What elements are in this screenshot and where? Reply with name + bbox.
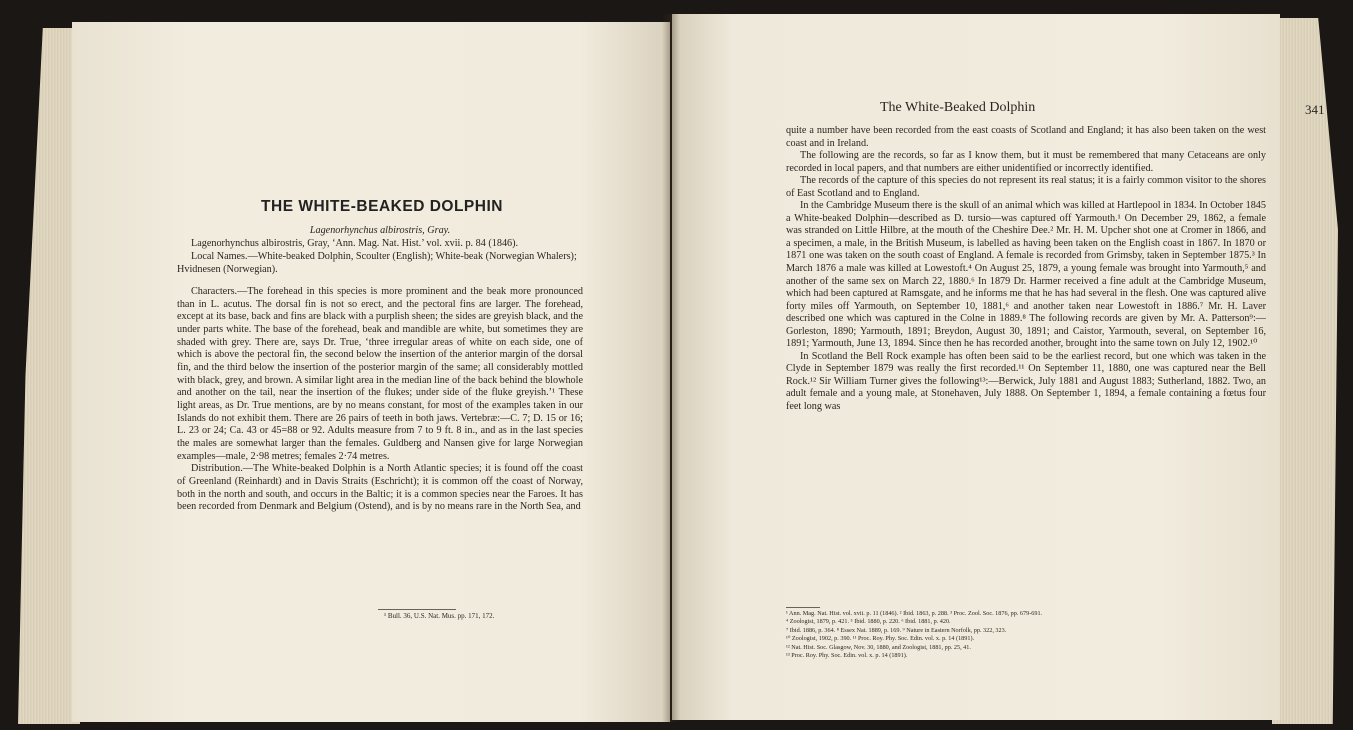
left-page-edges [18, 28, 80, 724]
species-name: Lagenorhynchus albirostris, Gray. [309, 225, 451, 236]
footnote-line: ¹³ Proc. Roy. Phy. Soc. Edin. vol. x. p. 14 (1891). [786, 652, 908, 660]
footnote-line: ¹⁰ Zoologist, 1902, p. 390. ¹¹ Proc. Roy. Phy. Soc. Edin. vol. x. p. 14 (1891). [786, 635, 975, 643]
left-body-text [177, 286, 583, 514]
running-title: The White-Beaked Dolphin [880, 100, 1036, 115]
footnote-line: ¹² Nat. Hist. Soc. Glasgow, Nov. 30, 1880, and Zoologist, 1881, pp. 25, 41. [786, 643, 971, 651]
left-footnote: ¹ Bull. 36, U.S. Nat. Mus. pp. 171, 172. [384, 612, 495, 620]
footnote-rule-right [786, 607, 820, 608]
distribution-paragraph: Distribution.—The White-beaked Dolphin is a North Atlantic species; it is found off the coast of Greenland (Reinhardt) and in Davis Straits (Eschricht); it is common off the coast of Norway, both in the north and south, and occurs in the Baltic; it is a common species near the Faroes. It has been recorded from Denmark and Belgium (Ostend), and is by no means rare in the North Sea, and [177, 463, 583, 513]
footnote-line: ¹ Ann. Mag. Nat. Hist. vol. xvii. p. 11 (1846). ² Ibid. 1863, p. 288. ³ Proc. Zool. Soc. 1876, pp. 679-691. [786, 610, 1043, 617]
right-page-edges [1272, 18, 1338, 724]
footnote-rule-left [378, 609, 456, 610]
page-number: 341 [1305, 102, 1325, 117]
paragraph-4: In the Cambridge Museum there is the skull of an animal which was killed at Hartlepool in 1834. In October 1845 a White-beaked Dolphin—described as D. tursio—was captured off Yarmouth.¹ On December 29, 1862, a female was stranded on Little Hilbre, at the mouth of the Cheshire Dee.² Mr. H. M. Upcher shot one at Cromer in 1866, and a specimen, a male, in the British Museum, is labelled as having been taken on the English coast in 1867. In 1870 or 1871 one was taken on the south coast of England. A female is recorded from Grimsby, taken in September 1875.³ In March 1876 a male was killed at Lowestoft.⁴ On August 25, 1879, a young female was brought into Yarmouth,⁵ and another of the same sex on March 22, 1880.⁶ In 1879 Dr. Harmer received a fine adult at the Cambridge Museum, which had been captured at Ramsgate, and he informs me that he has had several in the flesh. One was captured alive forty miles off Yarmouth, on September 10, 1881,⁶ and another taken near Lowestoft in 1886.⁷ Mr. H. Laver described one which was captured in the Colne in 1889.⁸ The following records are given by Mr. A. Patterson⁹:—Gorleston, 1890; Yarmouth, 1891; Breydon, August 30, 1891; and Caistor, Yarmouth, several, on September 16, 1891; Yarmouth, June 13, 1894. Since then he has recorded another, brought into the same town on July 12, 1902.¹⁰ [786, 200, 1266, 350]
book-gutter [662, 14, 680, 722]
characters-paragraph: Characters.—The forehead in this species is more prominent and the beak more pronounced than in L. acutus. The dorsal fin is not so erect, and the pectoral fins are larger. The forehead, except at its base, back and fins are black with a purplish sheen; the sides are greyish black, and the under parts white. The base of the forehead, beak and mandible are white, but sometimes they are shaded with grey. There are, says Dr. True, ‘three irregular areas of white on each side, one of which is above the pectoral fin, the second below the insertion of the anterior margin of the dorsal fin, and the third below the insertion of the posterior margin of the same; all considerably mottled with black, grey, and brown. A similar light area in the median line of the back behind the blowhole and another on the tail, near the insertion of the flukes; under side of the fluke greyish.’¹ These light areas, as Dr. True mentions, are by no means constant, for most of the examples taken in our Islands do not exhibit them. There are 26 pairs of teeth in both jaws. Vertebræ:—C. 7; D. 15 or 16; L. 23 or 24; Ca. 43 or 45=88 or 92. Adults measure from 7 to 9 ft. 8 in., and as in the last species the males are somewhat larger than the females. Guldberg and Nansen give for large Norwegian examples—male, 2·98 metres; females 2·74 metres. [177, 286, 583, 462]
footnote-line: ⁷ Ibid. 1886, p. 364. ⁸ Essex Nat. 1889, p. 169. ⁹ Nature in Eastern Norfolk, pp. 322, 323. [786, 626, 1007, 634]
paragraph-3: The records of the capture of this species do not represent its real status; it is a fairly common visitor to the shores of East Scotland and to England. [786, 175, 1266, 199]
local-names: Local Names.—White-beaked Dolphin, Scoulter (English); White-beak (Norwegian Whalers); Hvidnesen (Norwegian). [177, 251, 577, 275]
paragraph-1: quite a number have been recorded from the east coasts of Scotland and England; it has also been taken on the west coast and in Ireland. [786, 125, 1266, 149]
synonymy-line: Lagenorhynchus albirostris, Gray, ‘Ann. Mag. Nat. Hist.’ vol. xvii. p. 84 (1846). [191, 238, 519, 249]
species-heading-block [177, 224, 583, 276]
right-body-text [786, 125, 1266, 414]
paragraph-5: In Scotland the Bell Rock example has often been said to be the earliest record, but one which was taken in the Clyde in September 1879 was really the first recorded.¹¹ On September 11, 1880, one was captured near the Bell Rock.¹² Sir William Turner gives the following¹³:—Berwick, July 1881 and August 1883; Sutherland, 1882. Two, an adult female and a young male, at Stonehaven, July 1888. On September 1, 1894, a female containing a fœtus four feet long was [786, 350, 1266, 413]
chapter-title: THE WHITE-BEAKED DOLPHIN [261, 198, 503, 215]
paragraph-2: The following are the records, so far as I know them, but it must be remembered that many Cetaceans are only recorded in local papers, and that numbers are either unidentified or incorrectly identified. [786, 150, 1266, 174]
right-footnotes [786, 610, 1266, 660]
footnote-line: ⁴ Zoologist, 1879, p. 421. ⁵ Ibid. 1880, p. 220. ⁶ Ibid. 1881, p. 420. [786, 618, 951, 626]
